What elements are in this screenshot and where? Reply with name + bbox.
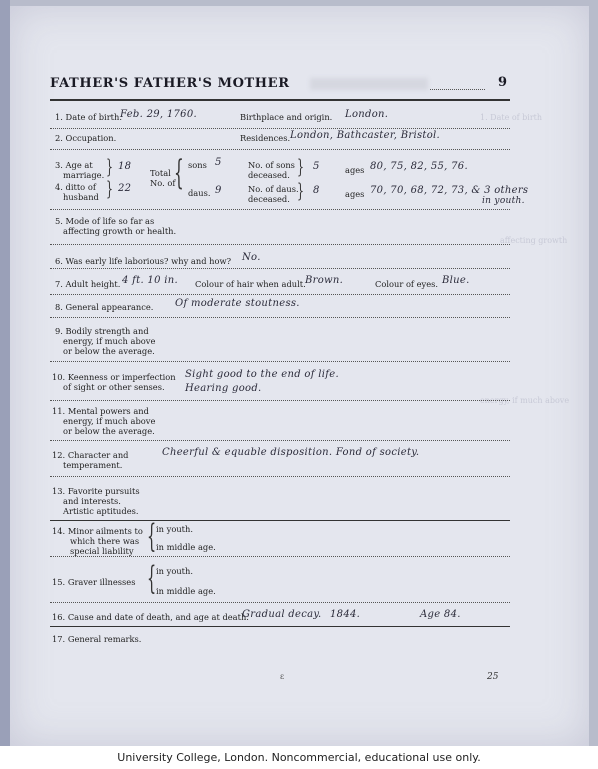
graver-in-youth-label: in youth. bbox=[156, 566, 193, 576]
sheet-number: 25 bbox=[487, 672, 499, 682]
character-label: 12. Character and bbox=[52, 450, 129, 460]
row-divider bbox=[50, 209, 510, 210]
header-rule bbox=[50, 99, 510, 101]
page-number: 9 bbox=[498, 75, 508, 90]
minor-ailments-label-2: which there was bbox=[70, 536, 140, 546]
graver-in-middle-age-label: in middle age. bbox=[156, 586, 216, 596]
residences-label: Residences. bbox=[240, 133, 291, 143]
birthplace-label: Birthplace and origin. bbox=[240, 112, 333, 122]
sons-ages-label: ages bbox=[345, 165, 365, 175]
sons-value: 5 bbox=[215, 157, 222, 168]
daus-deceased-label-2: deceased. bbox=[248, 194, 290, 204]
sons-deceased-label-2: deceased. bbox=[248, 170, 290, 180]
graver-illnesses-label: 15. Graver illnesses bbox=[52, 577, 136, 587]
eye-colour-label: Colour of eyes. bbox=[375, 279, 439, 289]
minor-ailments-label-3: special liability bbox=[70, 546, 134, 556]
husband-age-label: 4. ditto of bbox=[55, 182, 96, 192]
favorite-pursuits-label-2: and interests. bbox=[63, 496, 121, 506]
bodily-strength-label-3: or below the average. bbox=[63, 346, 155, 356]
row-divider bbox=[50, 476, 510, 477]
row-divider bbox=[50, 244, 510, 245]
printer-mark: ε bbox=[280, 672, 285, 681]
adult-height-value: 4 ft. 10 in. bbox=[122, 275, 178, 286]
general-appearance-value: Of moderate stoutness. bbox=[175, 298, 300, 309]
row-divider bbox=[50, 400, 510, 401]
daus-ages-note: in youth. bbox=[482, 196, 525, 206]
sons-deceased-value: 5 bbox=[313, 161, 320, 172]
favorite-pursuits-label: 13. Favorite pursuits bbox=[52, 486, 140, 496]
row-divider bbox=[50, 556, 510, 557]
cause-of-death-label: 16. Cause and date of death, and age at death. bbox=[52, 612, 249, 622]
row-divider bbox=[50, 626, 510, 627]
cause-of-death-value: Gradual decay. bbox=[242, 609, 322, 620]
occupation-label: 2. Occupation. bbox=[55, 133, 117, 143]
brace-icon: } bbox=[297, 178, 305, 202]
brace-icon: } bbox=[106, 154, 114, 178]
keenness-label-2: of sight or other senses. bbox=[63, 382, 165, 392]
residences-value: London, Bathcaster, Bristol. bbox=[290, 130, 441, 141]
row-divider bbox=[50, 268, 510, 269]
death-year-value: 1844. bbox=[330, 609, 361, 620]
character-value: Cheerful & equable disposition. Fond of society. bbox=[162, 447, 420, 458]
age-at-marriage-label-2: marriage. bbox=[63, 170, 105, 180]
daus-ages-label: ages bbox=[345, 189, 365, 199]
row-divider bbox=[50, 440, 510, 441]
minor-in-youth-label: in youth. bbox=[156, 524, 193, 534]
brace-icon: } bbox=[297, 154, 305, 178]
daus-ages-value: 70, 70, 68, 72, 73, & 3 others bbox=[370, 185, 529, 196]
age-at-marriage-label: 3. Age at bbox=[55, 160, 93, 170]
redacted-name bbox=[310, 78, 428, 90]
brace-open-icon: { bbox=[147, 517, 157, 555]
eye-colour-value: Blue. bbox=[442, 275, 470, 286]
show-through-text: energy, if much above bbox=[480, 396, 570, 405]
keenness-value: Sight good to the end of life. bbox=[185, 369, 339, 380]
form-page bbox=[10, 6, 589, 746]
minor-ailments-label: 14. Minor ailments to bbox=[52, 526, 143, 536]
header-dotted-leader bbox=[430, 89, 485, 90]
page-title: FATHER'S FATHER'S MOTHER bbox=[50, 76, 290, 91]
show-through-text: affecting growth bbox=[500, 236, 568, 245]
brace-open-icon: { bbox=[174, 153, 184, 193]
early-life-label: 6. Was early life laborious? why and how? bbox=[55, 256, 232, 266]
row-divider bbox=[50, 361, 510, 362]
mental-powers-label-3: or below the average. bbox=[63, 426, 155, 436]
total-label-2: No. of bbox=[150, 178, 176, 188]
row-divider bbox=[50, 520, 510, 521]
favorite-pursuits-label-3: Artistic aptitudes. bbox=[63, 506, 139, 516]
row-divider bbox=[50, 294, 510, 295]
binding-edge bbox=[0, 0, 10, 769]
mental-powers-label: 11. Mental powers and bbox=[52, 406, 149, 416]
character-label-2: temperament. bbox=[63, 460, 123, 470]
row-divider bbox=[50, 128, 510, 129]
bodily-strength-label: 9. Bodily strength and bbox=[55, 326, 149, 336]
sons-label: sons bbox=[188, 160, 207, 170]
birthplace-value: London. bbox=[345, 109, 389, 120]
adult-height-label: 7. Adult height. bbox=[55, 279, 121, 289]
keenness-value-2: Hearing good. bbox=[185, 383, 262, 394]
row-divider bbox=[50, 317, 510, 318]
sons-ages-value: 80, 75, 82, 55, 76. bbox=[370, 161, 468, 172]
hair-colour-value: Brown. bbox=[305, 275, 344, 286]
husband-age-value: 22 bbox=[118, 183, 132, 194]
daus-deceased-label: No. of daus. bbox=[248, 184, 299, 194]
minor-in-middle-age-label: in middle age. bbox=[156, 542, 216, 552]
early-life-value: No. bbox=[242, 252, 261, 263]
hair-colour-label: Colour of hair when adult. bbox=[195, 279, 306, 289]
date-of-birth-label: 1. Date of birth. bbox=[55, 112, 122, 122]
sons-deceased-label: No. of sons bbox=[248, 160, 295, 170]
row-divider bbox=[50, 149, 510, 150]
show-through-text: 1. Date of birth bbox=[480, 113, 543, 122]
date-of-birth-value: Feb. 29, 1760. bbox=[120, 109, 197, 120]
mode-of-life-label: 5. Mode of life so far as bbox=[55, 216, 155, 226]
general-remarks-label: 17. General remarks. bbox=[52, 634, 142, 644]
row-divider bbox=[50, 602, 510, 603]
brace-icon: } bbox=[106, 176, 114, 200]
daus-value: 9 bbox=[215, 185, 222, 196]
general-appearance-label: 8. General appearance. bbox=[55, 302, 154, 312]
daus-deceased-value: 8 bbox=[313, 185, 320, 196]
footer-notice: University College, London. Noncommercial, educational use only. bbox=[0, 746, 598, 769]
age-at-marriage-value: 18 bbox=[118, 161, 132, 172]
brace-open-icon: { bbox=[147, 559, 157, 597]
age-at-death-value: Age 84. bbox=[420, 609, 461, 620]
total-label: Total bbox=[150, 168, 171, 178]
mode-of-life-label-2: affecting growth or health. bbox=[63, 226, 177, 236]
bodily-strength-label-2: energy, if much above bbox=[63, 336, 156, 346]
keenness-label: 10. Keenness or imperfection bbox=[52, 372, 176, 382]
husband-age-label-2: husband bbox=[63, 192, 99, 202]
daus-label: daus. bbox=[188, 188, 211, 198]
mental-powers-label-2: energy, if much above bbox=[63, 416, 156, 426]
